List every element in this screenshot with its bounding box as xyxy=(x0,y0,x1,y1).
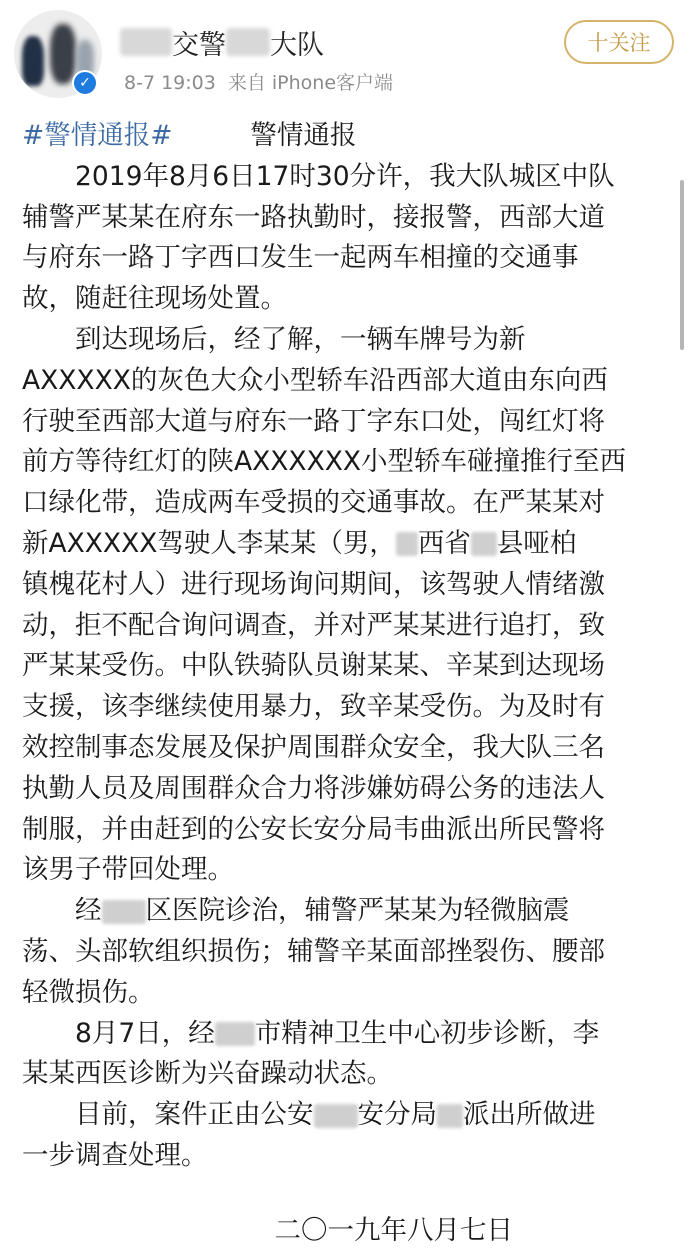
text-line: 动，拒不配合询问调查，并对严某某进行追打，致 xyxy=(22,609,605,641)
account-name[interactable] xyxy=(120,24,324,60)
text-fragment: 目前，案件正由公安 xyxy=(75,1099,314,1131)
redacted-text xyxy=(437,1104,463,1128)
redacted-text xyxy=(396,532,418,556)
redacted-text xyxy=(102,900,146,924)
post-meta xyxy=(124,68,393,95)
account-name-part: 交警 xyxy=(172,29,226,61)
text-fragment: 安分局 xyxy=(357,1099,437,1131)
redacted-text xyxy=(314,1104,358,1128)
text-line: 效控制事态发展及保护周围群众安全，我大队三名 xyxy=(22,731,605,763)
text-line xyxy=(22,891,668,932)
text-line: 2019年8月6日17时30分许，我大队城区中队 xyxy=(75,160,615,192)
text-line: AXXXXX的灰色大众小型轿车沿西部大道由东向西 xyxy=(22,364,608,396)
text-line: 口绿化带，造成两车受损的交通事故。在严某某对 xyxy=(22,487,605,519)
text-line: 到达现场后，经了解，一辆车牌号为新 xyxy=(75,323,526,355)
redacted-text xyxy=(471,532,497,556)
text-fragment: 派出所做进 xyxy=(463,1099,596,1131)
paragraph-4 xyxy=(22,1014,668,1096)
text-line: 故，随赶往现场处置。 xyxy=(22,283,287,315)
text-fragment: 县哑柏 xyxy=(496,527,577,559)
avatar-figure xyxy=(50,24,76,84)
post-title: 警情通报 xyxy=(250,120,357,151)
text-line: 行驶至西部大道与府东一路丁字东口处，闯红灯将 xyxy=(22,405,605,437)
scrollbar[interactable] xyxy=(680,180,684,350)
text-line: 辅警严某某在府东一路执勤时，接报警，西部大道 xyxy=(22,201,605,233)
follow-button[interactable]: 十关注 xyxy=(564,20,674,64)
text-fragment: 区医院诊治，辅警严某某为轻微脑震 xyxy=(145,895,570,927)
text-line: 与府东一路丁字西口发生一起两车相撞的交通事 xyxy=(22,242,579,274)
text-fragment: 经 xyxy=(75,895,102,927)
text-line xyxy=(22,524,668,565)
text-fragment: 市精神卫生中心初步诊断，李 xyxy=(254,1017,600,1049)
text-fragment: 西省 xyxy=(417,527,471,559)
text-fragment: 8月7日，经 xyxy=(75,1017,215,1049)
post-header xyxy=(0,0,690,110)
account-name-part: 大队 xyxy=(270,29,324,61)
text-line: 该男子带回处理。 xyxy=(22,854,234,886)
text-line: 荡、头部软组织损伤；辅警辛某面部挫裂伤、腰部 xyxy=(22,935,605,967)
notice-date: 二〇一九年八月七日 xyxy=(274,1214,513,1246)
text-line: 支援，该李继续使用暴力，致辛某受伤。为及时有 xyxy=(22,691,605,723)
paragraph-5 xyxy=(22,1095,668,1177)
redacted-text xyxy=(120,28,172,56)
text-line xyxy=(22,1095,668,1136)
title-line xyxy=(22,116,668,157)
redacted-text xyxy=(226,28,270,56)
verified-badge-icon: ✓ xyxy=(72,70,98,96)
post-body xyxy=(22,116,668,1252)
text-line: 严某某受伤。中队铁骑队员谢某某、辛某到达现场 xyxy=(22,650,605,682)
post-source: 来自 iPhone客户端 xyxy=(227,72,394,94)
paragraph-3 xyxy=(22,891,668,1013)
avatar-figure xyxy=(22,36,44,86)
text-line: 制服，并由赶到的公安长安分局韦曲派出所民警将 xyxy=(22,813,605,845)
redacted-text xyxy=(215,1022,255,1046)
paragraph-1 xyxy=(22,157,668,320)
text-line: 某某西医诊断为兴奋躁动状态。 xyxy=(22,1058,393,1090)
post-timestamp: 8-7 19:03 xyxy=(124,72,216,94)
text-line: 镇槐花村人）进行现场询问期间，该驾驶人情绪激 xyxy=(22,568,605,600)
text-line xyxy=(22,1014,668,1055)
hashtag-link[interactable]: #警情通报# xyxy=(22,120,173,151)
paragraph-2 xyxy=(22,320,668,891)
text-line: 轻微损伤。 xyxy=(22,976,155,1008)
text-line: 执勤人员及周围群众合力将涉嫌妨碍公务的违法人 xyxy=(22,772,605,804)
text-line: 前方等待红灯的陕AXXXXXX小型轿车碰撞推行至西 xyxy=(22,446,627,478)
text-line: 一步调查处理。 xyxy=(22,1139,208,1171)
text-fragment: 新AXXXXX驾驶人李某某（男， xyxy=(22,527,396,559)
